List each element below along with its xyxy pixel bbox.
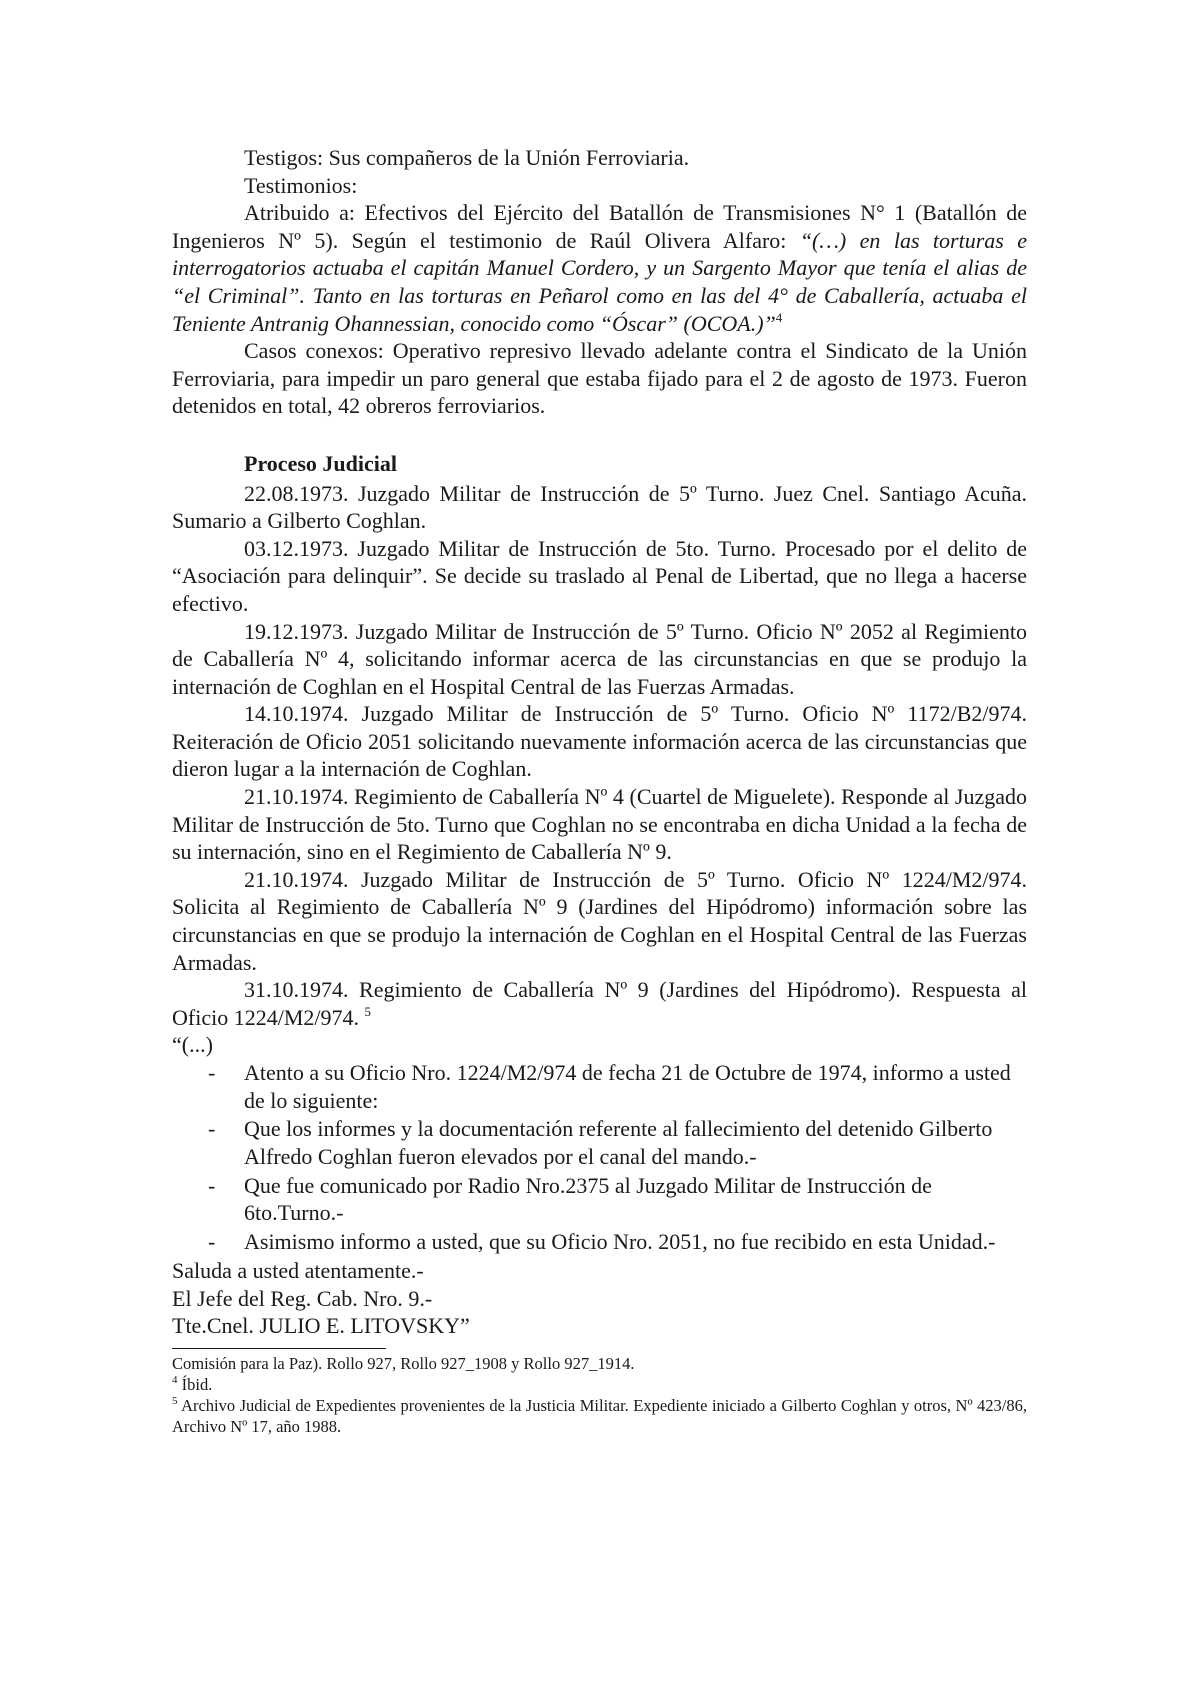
footnote-4-mark: 4: [172, 1373, 178, 1386]
entry-1: 22.08.1973. Juzgado Militar de Instrucción de 5º Turno. Juez Cnel. Santiago Acuña. Sumario a Gilberto Coghlan.: [172, 480, 1027, 534]
list-item-text: Que los informes y la documentación referente al fallecimiento del detenido Gilberto Alfredo Coghlan fueron elevados por el canal del mando.-: [244, 1116, 993, 1169]
list-item: [172, 1059, 1027, 1114]
quoted-list: [172, 1059, 1027, 1256]
atribuido-quote: “(…) en las torturas e interrogatorios actuaba el capitán Manuel Cordero, y un Sargento Mayor que tenía el alias de “el Criminal”. Tanto en las torturas en Peñarol como en las del 4° de Caballería, actuaba el Teniente Antranig Ohannessian, conocido como “Óscar” (OCOA.)”: [172, 227, 1027, 336]
footnote-4-text: Íbid.: [177, 1374, 213, 1394]
footnote-5: [172, 1395, 1027, 1437]
entry-7: [172, 976, 1027, 1031]
footnote-5-mark: 5: [172, 1394, 178, 1407]
footnote-separator: [172, 1348, 386, 1349]
atribuido-paragraph: [172, 199, 1027, 337]
list-item-text: Asimismo informo a usted, que su Oficio Nro. 2051, no fue recibido en esta Unidad.-: [244, 1229, 996, 1255]
footnote-5-text: Archivo Judicial de Expedientes provenientes de la Justicia Militar. Expediente iniciado a Gilberto Coghlan y otros, Nº 423/86, Archivo Nº 17, año 1988.: [172, 1395, 1027, 1436]
entry-6: 21.10.1974. Juzgado Militar de Instrucción de 5º Turno. Oficio Nº 1224/M2/974. Solicita al Regimiento de Caballería Nº 9 (Jardines del Hipódromo) información sobre las circunstancias en que se produjo la internación de Coghlan en el Hospital Central de las Fuerzas Armadas.: [172, 866, 1027, 975]
entry-3: 19.12.1973. Juzgado Militar de Instrucción de 5º Turno. Oficio Nº 2052 al Regimiento de Caballería Nº 4, solicitando informar acerca de las circunstancias en que se produjo la internación de Coghlan en el Hospital Central de las Fuerzas Armadas.: [172, 618, 1027, 699]
dash-bullet: -: [208, 1116, 216, 1142]
footnote-4: [172, 1374, 1027, 1395]
section-title: Proceso Judicial: [244, 450, 397, 476]
footnote-ref-4[interactable]: 4: [775, 309, 783, 325]
document-page: [172, 144, 1027, 1437]
testigos-paragraph: Testigos: Sus compañeros de la Unión Ferroviaria.: [244, 145, 690, 170]
closing-line-1: Saluda a usted atentamente.-: [172, 1257, 424, 1283]
casos-conexos-paragraph: Casos conexos: Operativo represivo llevado adelante contra el Sindicato de la Unión Ferroviaria, para impedir un paro general que estaba fijado para el 2 de agosto de 1973. Fueron detenidos en total, 42 obreros ferroviarios.: [172, 338, 1027, 419]
entry-2: 03.12.1973. Juzgado Militar de Instrucción de 5to. Turno. Procesado por el delito de “Asociación para delinquir”. Se decide su traslado al Penal de Libertad, que no llega a hacerse efectivo.: [172, 535, 1027, 616]
list-item-text: Atento a su Oficio Nro. 1224/M2/974 de fecha 21 de Octubre de 1974, informo a usted de lo siguiente:: [244, 1060, 1011, 1113]
entry-5: 21.10.1974. Regimiento de Caballería Nº 4 (Cuartel de Miguelete). Responde al Juzgado Militar de Instrucción de 5to. Turno que Coghlan no se encontraba en dicha Unidad a la fecha de su internación, sino en el Regimiento de Caballería Nº 9.: [172, 784, 1027, 865]
atribuido-lead: Atribuido a: Efectivos del Ejército del Batallón de Transmisiones N° 1 (Batallón de Ingenieros Nº 5). Según el testimonio de Raúl Olivera Alfaro:: [172, 200, 1027, 253]
dash-bullet: -: [208, 1229, 216, 1255]
closing-signature: Tte.Cnel. JULIO E. LITOVSKY”: [172, 1313, 470, 1339]
dash-bullet: -: [208, 1060, 216, 1085]
quote-open: “(...): [172, 1032, 213, 1058]
testimonios-paragraph: Testimonios:: [244, 172, 358, 198]
dash-bullet: -: [208, 1172, 216, 1198]
list-item: [172, 1228, 1027, 1256]
list-item: [172, 1115, 1027, 1170]
entry-7-text: 31.10.1974. Regimiento de Caballería Nº 9 (Jardines del Hipódromo). Respuesta al Oficio 1224/M2/974.: [172, 977, 1027, 1030]
closing-line-2: El Jefe del Reg. Cab. Nro. 9.-: [172, 1285, 433, 1311]
entry-4: 14.10.1974. Juzgado Militar de Instrucción de 5º Turno. Oficio Nº 1172/B2/974. Reiteración de Oficio 2051 solicitando nuevamente información acerca de las circunstancias que dieron lugar a la internación de Coghlan.: [172, 701, 1027, 782]
list-item: [172, 1172, 1027, 1227]
footnote-ref-5[interactable]: 5: [364, 1003, 371, 1019]
list-item-text: Que fue comunicado por Radio Nro.2375 al Juzgado Militar de Instrucción de 6to.Turno.-: [244, 1172, 932, 1226]
footnote-continued: Comisión para la Paz). Rollo 927, Rollo 927_1908 y Rollo 927_1914.: [172, 1353, 635, 1373]
